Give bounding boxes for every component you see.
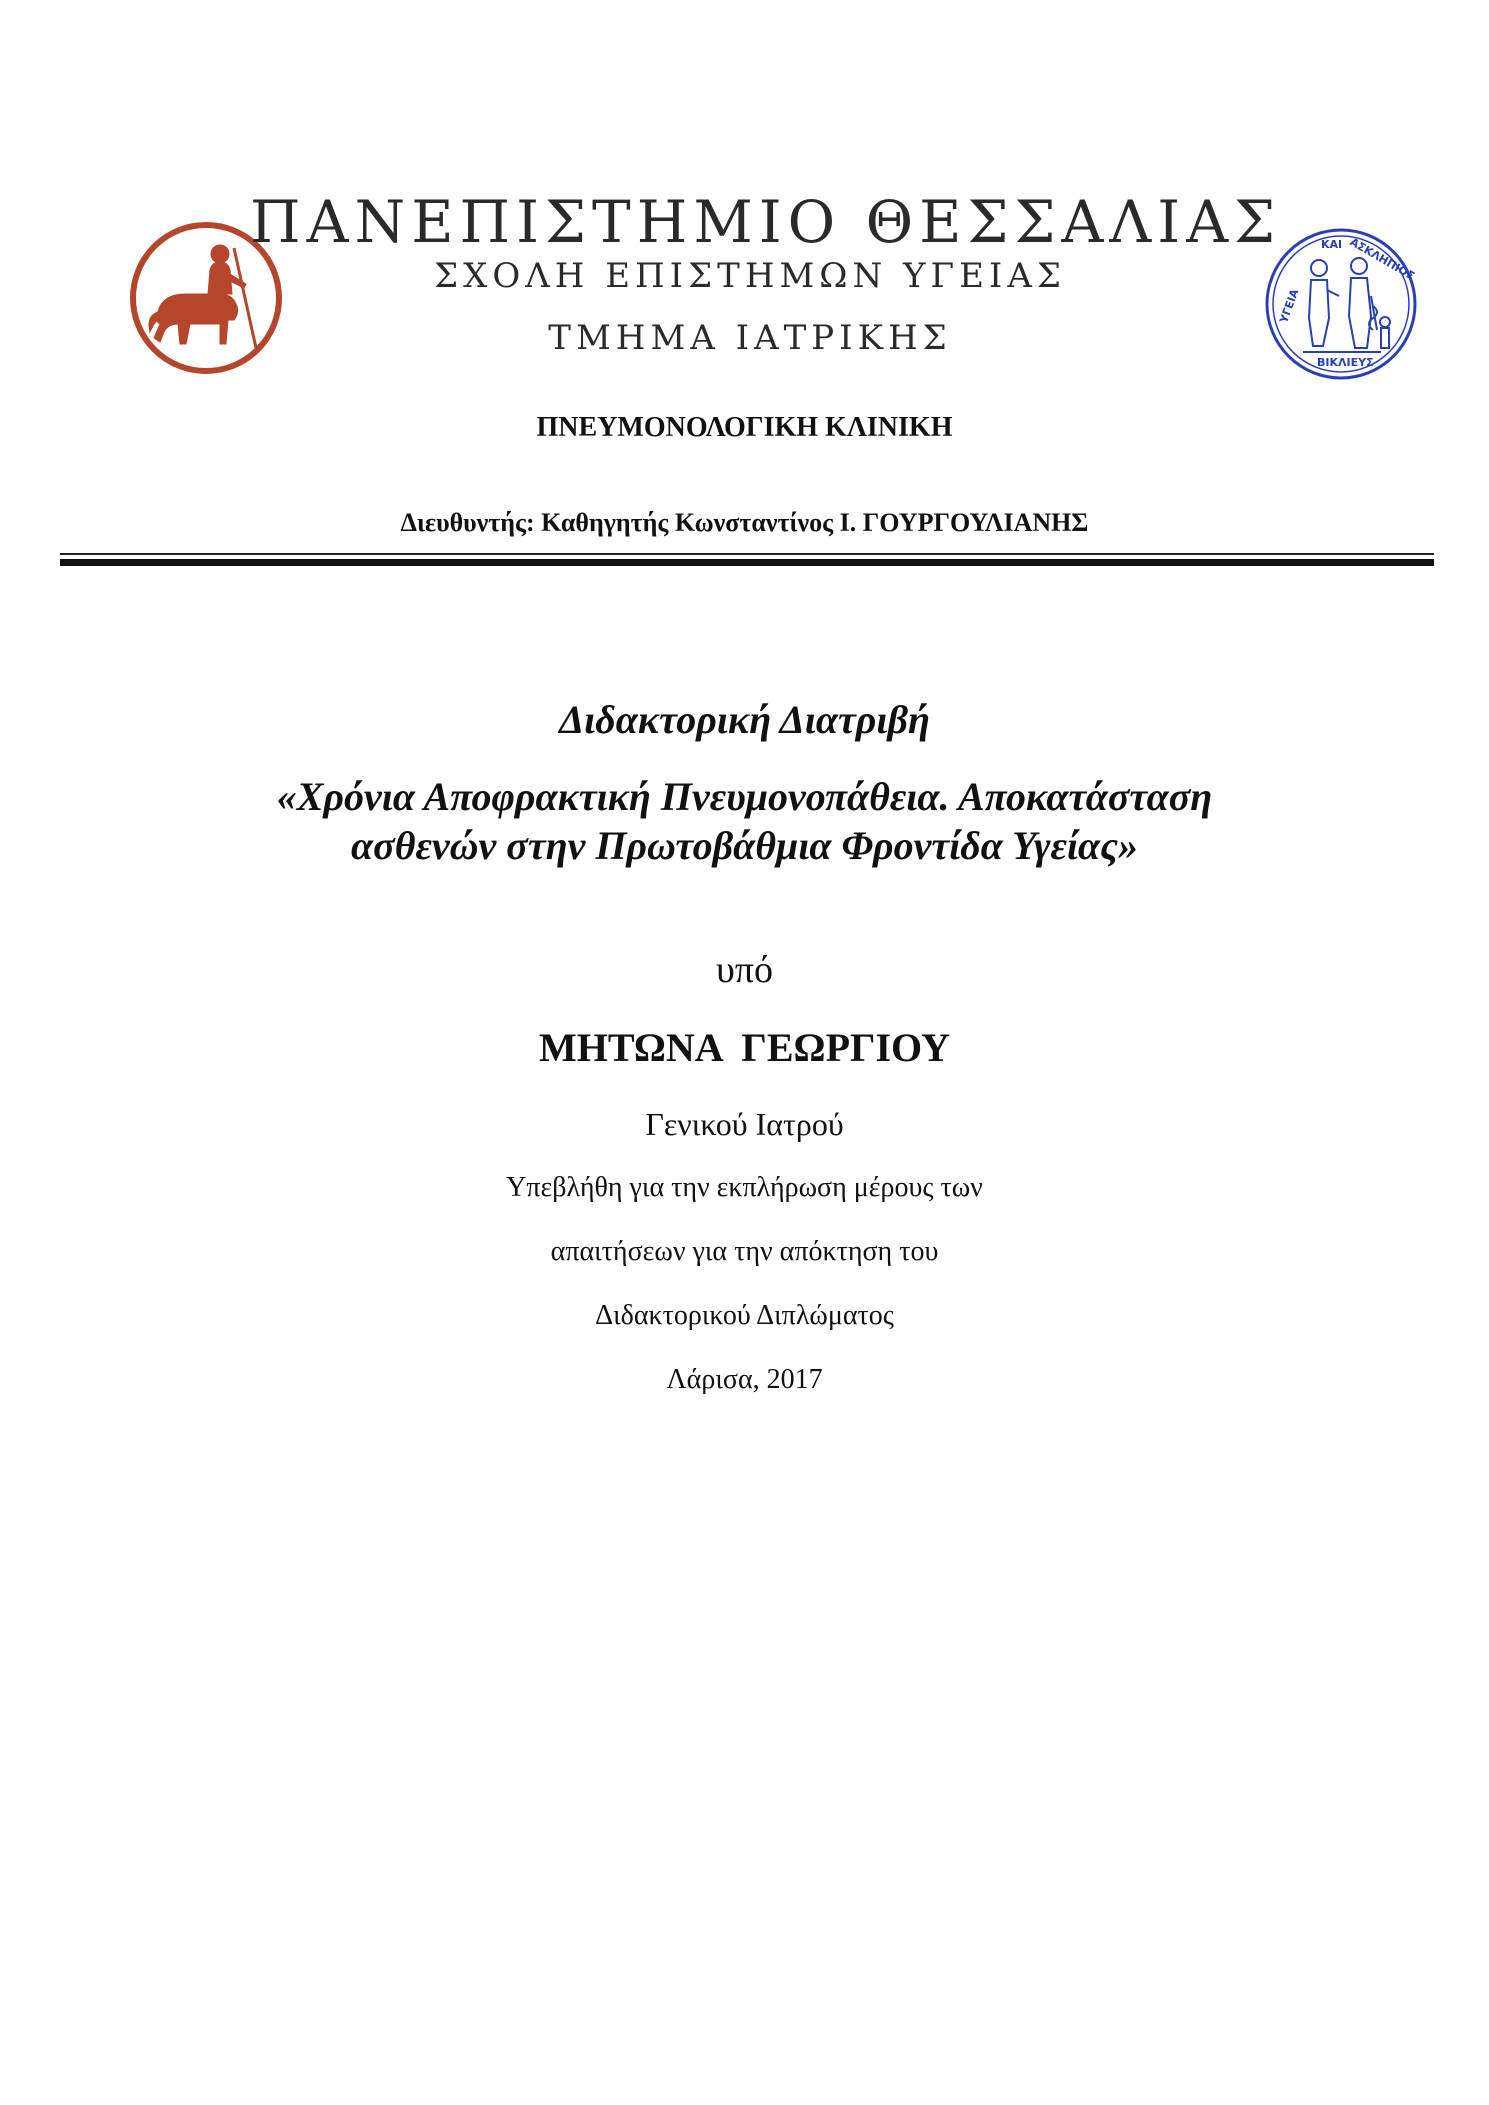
seal-text-ygeia: ΥΓΕΙΑ xyxy=(1277,287,1302,325)
seal-text-asklipios: ΑΣΚΛΗΠΙΟΣ xyxy=(1347,235,1417,283)
header-divider-thin xyxy=(60,553,1434,555)
school-name: ΣΧΟΛΗ ΕΠΙΣΤΗΜΩΝ ΥΓΕΙΑΣ xyxy=(434,256,1066,296)
medical-school-seal-icon xyxy=(1263,226,1419,382)
thesis-title-line-2: ασθενών στην Πρωτοβάθμια Φροντίδα Υγείας» xyxy=(351,823,1138,868)
seal-text-kai: ΚΑΙ xyxy=(1321,238,1343,251)
submission-line-3: Διδακτορικού Διπλώματος xyxy=(595,1300,894,1331)
department-name: ΤΜΗΜΑ ΙΑΤΡΙΚΗΣ xyxy=(548,318,952,358)
thesis-title-line-1: «Χρόνια Αποφρακτική Πνευμονοπάθεια. Αποκατάσταση xyxy=(276,774,1213,819)
submission-line-2: απαιτήσεων για την απόκτηση του xyxy=(550,1236,939,1267)
place-and-date: Λάρισα, 2017 xyxy=(666,1364,823,1395)
university-name: ΠΑΝΕΠΙΣΤΗΜΙΟ ΘΕΣΣΑΛΙΑΣ xyxy=(250,188,1282,256)
submission-line-1: Υπεβλήθη για την εκπλήρωση μέρους των xyxy=(506,1172,983,1203)
by-label: υπό xyxy=(716,949,773,991)
author-name: ΜΗΤΩΝΑ ΓΕΩΡΓΙΟΥ xyxy=(539,1025,950,1070)
clinic-director: Διευθυντής: Καθηγητής Κωνσταντίνος Ι. ΓΟΥΡΓΟΥΛΙΑΝΗΣ xyxy=(400,508,1089,537)
header-divider-thick xyxy=(60,559,1434,566)
author-title: Γενικού Ιατρού xyxy=(645,1106,844,1142)
clinic-name: ΠΝΕΥΜΟΝΟΛΟΓΙΚΗ ΚΛΙΝΙΚΗ xyxy=(536,412,953,443)
seal-text-bikliefs: ΒΙΚΛΙΕΥΣ xyxy=(1317,356,1374,369)
document-type: Διδακτορική Διατριβή xyxy=(559,697,930,742)
thesis-title xyxy=(0,772,1489,870)
